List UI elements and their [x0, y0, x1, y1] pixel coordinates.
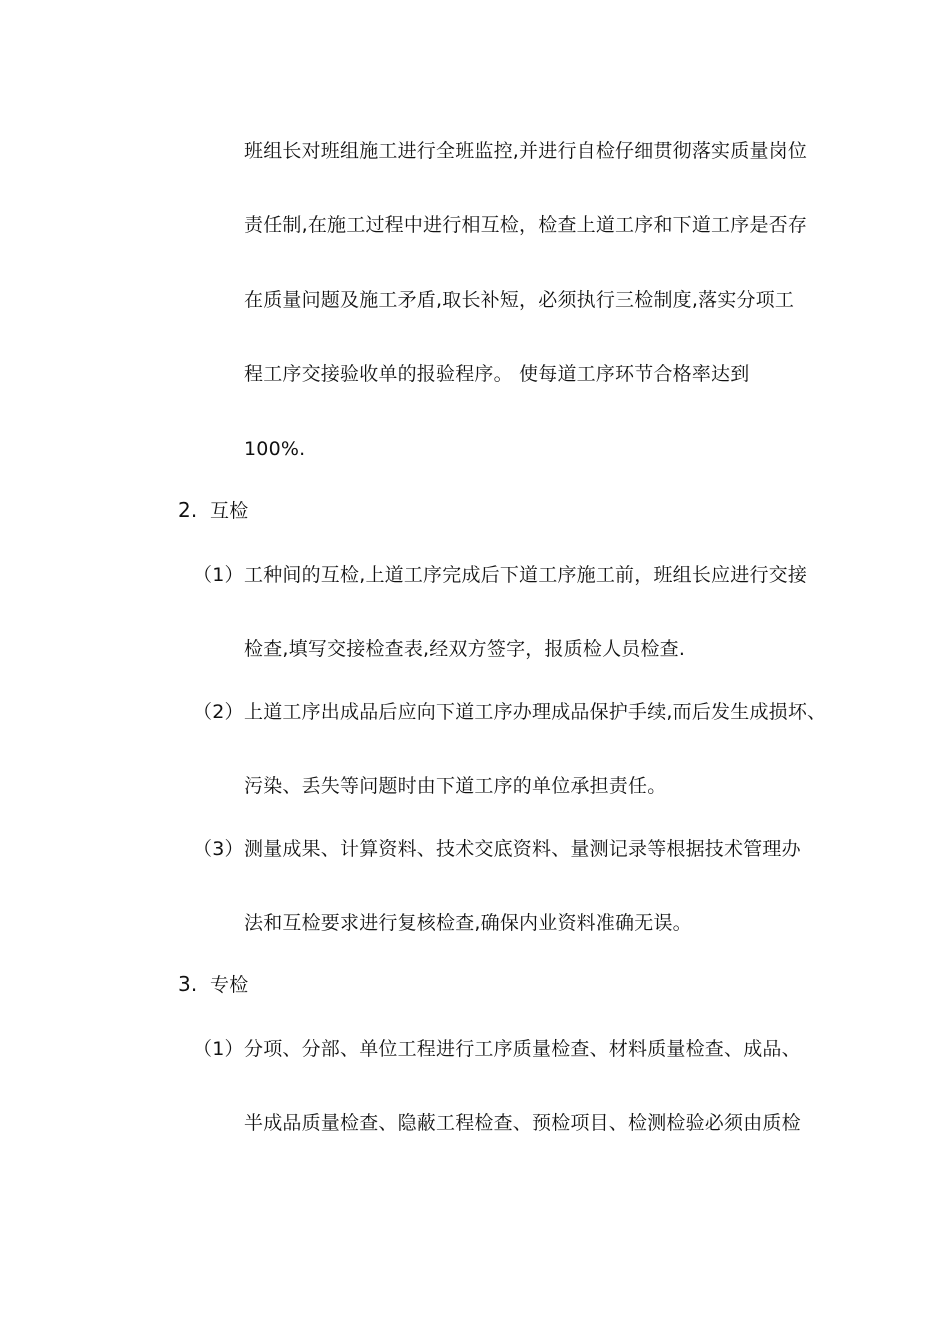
section2-item2-line-2: 污染、丢失等问题时由下道工序的单位承担责任。 — [244, 775, 667, 797]
section2-item3-line-1: 测量成果、计算资料、技术交底资料、量测记录等根据技术管理办 — [244, 838, 801, 860]
section2-item1-marker: （1） — [193, 564, 244, 586]
section3-item1-line-1: 分项、分部、单位工程进行工序质量检查、材料质量检查、成品、 — [244, 1038, 801, 1060]
intro-line-4: 程工序交接验收单的报验程序。 使每道工序环节合格率达到 — [244, 363, 750, 385]
section3-item1-line-2: 半成品质量检查、隐蔽工程检查、预检项目、检测检验必须由质检 — [244, 1112, 801, 1134]
section3-number: 3. — [178, 972, 198, 996]
intro-line-5: 100%. — [244, 438, 306, 460]
section2-item3-line-2: 法和互检要求进行复核检查,确保内业资料准确无误。 — [244, 912, 692, 934]
intro-line-2: 责任制,在施工过程中进行相互检，检查上道工序和下道工序是否存 — [244, 214, 808, 236]
section2-item3-marker: （3） — [193, 838, 244, 860]
section2-number: 2. — [178, 498, 198, 522]
section2-item2-marker: （2） — [193, 701, 244, 723]
section2-item2-line-1: 上道工序出成品后应向下道工序办理成品保护手续,而后发生成损坏、 — [244, 701, 827, 723]
section3-title: 专检 — [210, 974, 249, 996]
section3-item1-marker: （1） — [193, 1038, 244, 1060]
intro-line-1: 班组长对班组施工进行全班监控,并进行自检仔细贯彻落实质量岗位 — [244, 140, 808, 162]
intro-line-3: 在质量问题及施工矛盾,取长补短，必须执行三检制度,落实分项工 — [244, 289, 795, 311]
section2-item1-line-1: 工种间的互检,上道工序完成后下道工序施工前，班组长应进行交接 — [244, 564, 808, 586]
section2-item1-line-2: 检查,填写交接检查表,经双方签字，报质检人员检查. — [244, 638, 686, 660]
section2-title: 互检 — [210, 500, 249, 522]
